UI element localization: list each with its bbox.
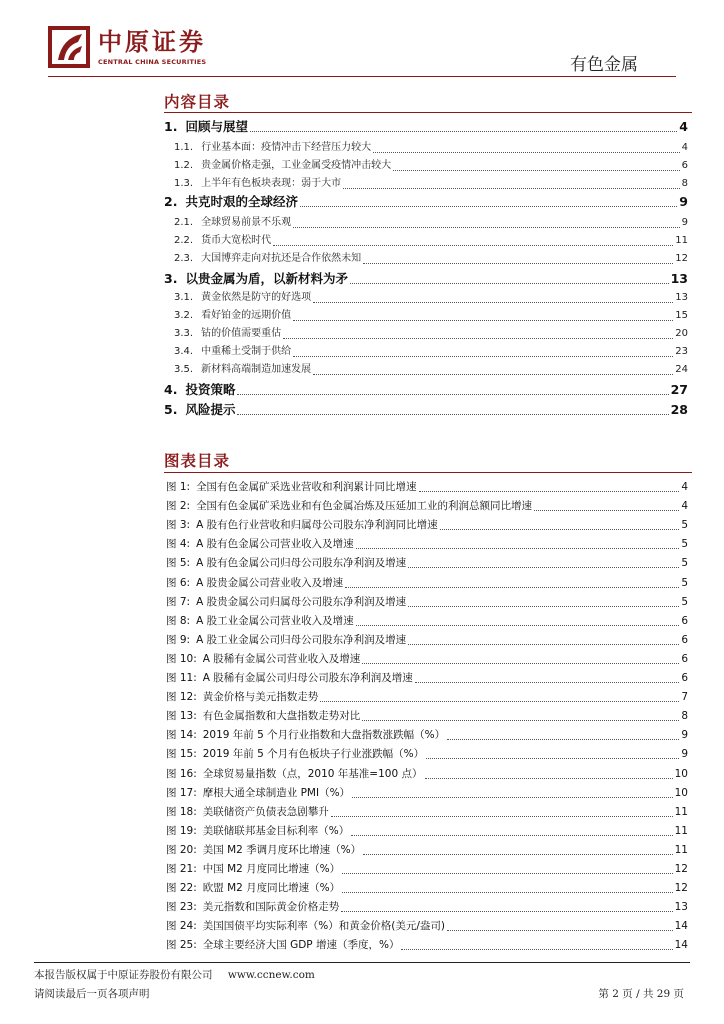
figure-entry-page: 10 bbox=[674, 767, 688, 780]
figure-list-entry[interactable] bbox=[166, 554, 688, 572]
figure-leader-dots bbox=[426, 758, 679, 759]
figure-entry-title: 黄金价格与美元指数走势 bbox=[202, 691, 319, 704]
figure-list-entry[interactable] bbox=[166, 879, 688, 897]
figure-leader-dots bbox=[440, 529, 680, 530]
figure-list-entry[interactable] bbox=[166, 917, 688, 935]
toc-entry-title: 行业基本面：疫情冲击下经营压力较大 bbox=[201, 142, 372, 153]
figure-entry-page: 5 bbox=[681, 595, 688, 608]
toc-entry-number: 3.3. bbox=[174, 328, 194, 339]
figure-leader-dots bbox=[362, 720, 679, 721]
figure-list-entry[interactable] bbox=[166, 650, 688, 668]
toc-leader-dots bbox=[273, 245, 673, 246]
figure-entry-label: 图 17: bbox=[166, 786, 197, 799]
figure-list-entry[interactable] bbox=[166, 784, 688, 802]
toc-entry-page: 9 bbox=[679, 194, 688, 209]
toc-section-entry[interactable] bbox=[174, 361, 688, 379]
figure-leader-dots bbox=[356, 625, 680, 626]
figure-entry-label: 图 1: bbox=[166, 481, 191, 493]
figure-entry-page: 11 bbox=[674, 824, 688, 837]
figure-list-entry[interactable] bbox=[166, 612, 688, 630]
toc-section-entry[interactable] bbox=[174, 250, 688, 268]
logo-mark-icon bbox=[48, 24, 92, 68]
toc-entry-number: 3.2. bbox=[174, 310, 194, 321]
toc-heading-rule bbox=[164, 112, 692, 113]
toc-entry-number: 3. bbox=[164, 271, 178, 286]
toc-entry-number: 1.3. bbox=[174, 178, 194, 189]
figure-entry-title: A 股有色金属公司营业收入及增速 bbox=[196, 538, 354, 551]
toc-entry-title: 钴的价值需要重估 bbox=[201, 328, 282, 339]
toc-section-entry[interactable] bbox=[174, 325, 688, 343]
toc-leader-dots bbox=[363, 263, 673, 264]
figure-entry-title: A 股稀有金属公司归母公司股东净利润及增速 bbox=[202, 672, 413, 684]
figure-leader-dots bbox=[342, 873, 672, 874]
figure-entry-page: 5 bbox=[681, 538, 688, 551]
figure-entry-page: 13 bbox=[674, 901, 688, 914]
figure-entry-title: A 股有色金属公司归母公司股东净利润及增速 bbox=[196, 557, 407, 570]
toc-leader-dots bbox=[313, 302, 673, 303]
figure-entry-label: 图 18: bbox=[166, 805, 197, 818]
figure-list-entry[interactable] bbox=[166, 860, 688, 878]
figure-entry-page: 6 bbox=[681, 633, 688, 646]
toc-leader-dots bbox=[350, 283, 669, 284]
toc-section-entry[interactable] bbox=[174, 157, 688, 175]
figure-list-entry[interactable] bbox=[166, 745, 688, 763]
toc-leader-dots bbox=[373, 152, 680, 153]
figure-entry-title: 有色金属指数和大盘指数走势对比 bbox=[202, 710, 361, 723]
figure-entry-title: 美元指数和国际黄金价格走势 bbox=[202, 901, 340, 914]
figure-list-entry[interactable] bbox=[166, 707, 688, 725]
figure-entry-page: 5 bbox=[681, 519, 688, 532]
toc-entry-number: 2.1. bbox=[174, 217, 194, 228]
figure-entry-title: A 股工业金属公司营业收入及增速 bbox=[196, 614, 354, 627]
figure-list-entry[interactable] bbox=[166, 803, 688, 821]
figure-leader-dots bbox=[534, 510, 679, 511]
footer-website-link[interactable]: www.ccnew.com bbox=[227, 969, 315, 981]
figure-entry-title: 2019 年前 5 个月行业指数和大盘指数涨跌幅（%） bbox=[202, 729, 446, 742]
figure-entry-label: 图 25: bbox=[166, 939, 197, 952]
figure-entry-title: 美联储资产负债表急剧攀升 bbox=[202, 805, 329, 818]
figure-entry-title: A 股工业金属公司归母公司股东净利润及增速 bbox=[196, 633, 407, 646]
toc-leader-dots bbox=[293, 320, 673, 321]
toc-chapter-entry[interactable] bbox=[164, 118, 688, 136]
figure-list-entry[interactable] bbox=[166, 535, 688, 553]
toc-entry-title: 中重稀土受制于供给 bbox=[201, 346, 292, 357]
toc-section-entry[interactable] bbox=[174, 139, 688, 157]
toc-leader-dots bbox=[300, 206, 677, 207]
figure-entry-label: 图 5: bbox=[166, 557, 191, 570]
toc-section-entry[interactable] bbox=[174, 214, 688, 232]
toc-entry-page: 24 bbox=[675, 364, 688, 375]
figure-entry-title: 中国 M2 月度同比增速（%） bbox=[202, 863, 341, 875]
toc-entry-page: 13 bbox=[675, 292, 688, 303]
toc-entry-page: 15 bbox=[675, 310, 688, 321]
figure-entry-page: 7 bbox=[681, 691, 688, 704]
figure-entry-label: 图 23: bbox=[166, 901, 197, 914]
toc-entry-title: 全球贸易前景不乐观 bbox=[201, 217, 292, 228]
footer-copyright: 本报告版权属于中原证券股份有限公司 bbox=[34, 969, 213, 981]
figure-entry-page: 12 bbox=[674, 882, 688, 895]
toc-section-entry[interactable] bbox=[174, 343, 688, 361]
figure-leader-dots bbox=[408, 644, 679, 645]
figure-entry-label: 图 8: bbox=[166, 614, 191, 627]
figure-entry-page: 4 bbox=[681, 500, 688, 513]
company-logo bbox=[48, 24, 248, 74]
figure-list-entry[interactable] bbox=[166, 669, 688, 687]
toc-entry-page: 9 bbox=[681, 217, 688, 228]
header-divider bbox=[48, 76, 676, 77]
toc-entry-title: 货币大宽松时代 bbox=[201, 235, 272, 246]
figure-entry-page: 10 bbox=[674, 786, 688, 799]
figure-leader-dots bbox=[425, 778, 673, 779]
toc-entry-page: 4 bbox=[679, 119, 688, 134]
figure-entry-label: 图 22: bbox=[166, 882, 197, 895]
figure-list-entry[interactable] bbox=[166, 765, 688, 783]
toc-heading: 内容目录 bbox=[164, 93, 231, 111]
figure-entry-page: 6 bbox=[681, 652, 688, 665]
figure-list-entry[interactable] bbox=[166, 688, 688, 706]
toc-chapter-entry[interactable] bbox=[164, 381, 688, 399]
toc-entry-page: 12 bbox=[675, 253, 688, 264]
figure-entry-title: 全球贸易量指数（点，2010 年基准=100 点） bbox=[202, 767, 423, 780]
figure-entry-label: 图 4: bbox=[166, 538, 191, 551]
toc-leader-dots bbox=[237, 414, 668, 415]
figure-entry-label: 图 7: bbox=[166, 595, 191, 608]
toc-entry-page: 6 bbox=[681, 160, 688, 171]
figure-entry-label: 图 13: bbox=[166, 710, 197, 723]
figure-leader-dots bbox=[341, 911, 672, 912]
figure-entry-title: A 股贵金属公司归属母公司股东净利润及增速 bbox=[196, 595, 407, 608]
figure-entry-title: A 股贵金属公司营业收入及增速 bbox=[196, 576, 344, 589]
toc-entry-page: 11 bbox=[675, 235, 688, 246]
figure-list-entry[interactable] bbox=[166, 593, 688, 611]
toc-entry-number: 1.1. bbox=[174, 142, 194, 153]
toc-section-entry[interactable] bbox=[174, 232, 688, 250]
figure-entry-title: 美国 M2 季调月度环比增速（%） bbox=[202, 843, 362, 856]
figure-entry-label: 图 20: bbox=[166, 843, 197, 856]
toc-leader-dots bbox=[237, 394, 668, 395]
figure-entry-label: 图 3: bbox=[166, 519, 191, 532]
figure-list-entry[interactable] bbox=[166, 478, 688, 496]
figure-entry-page: 6 bbox=[681, 614, 688, 627]
toc-entry-title: 投资策略 bbox=[185, 382, 236, 397]
toc-entry-number: 1. bbox=[164, 119, 178, 134]
toc-entry-title: 以贵金属为盾，以新材料为矛 bbox=[185, 271, 348, 286]
figure-list-entry[interactable] bbox=[166, 516, 688, 534]
figure-leader-dots bbox=[342, 892, 672, 893]
figure-entry-title: A 股有色行业营收和归属母公司股东净利润同比增速 bbox=[196, 519, 438, 532]
figure-entry-title: 美联储联邦基金目标利率（%） bbox=[202, 824, 350, 837]
toc-entry-title: 大国博弈走向对抗还是合作依然未知 bbox=[201, 253, 362, 264]
figure-entry-page: 11 bbox=[674, 805, 688, 818]
figure-leader-dots bbox=[408, 567, 679, 568]
logo-english-name: CENTRAL CHINA SECURITIES bbox=[98, 58, 207, 66]
toc-entry-number: 5. bbox=[164, 402, 178, 417]
footer-divider bbox=[34, 962, 690, 963]
figure-entry-label: 图 2: bbox=[166, 500, 191, 513]
toc-leader-dots bbox=[283, 338, 673, 339]
figure-list-heading: 图表目录 bbox=[164, 452, 231, 470]
figure-entry-page: 11 bbox=[674, 843, 688, 856]
figure-list-entry[interactable] bbox=[166, 497, 688, 515]
figure-entry-title: 全球主要经济大国 GDP 增速（季度，%） bbox=[202, 939, 400, 952]
toc-section-entry[interactable] bbox=[174, 289, 688, 307]
toc-chapter-entry[interactable] bbox=[164, 401, 688, 419]
toc-entry-number: 4. bbox=[164, 382, 178, 397]
toc-entry-number: 3.5. bbox=[174, 364, 194, 375]
document-category: 有色金属 bbox=[570, 55, 638, 75]
figure-leader-dots bbox=[401, 949, 672, 950]
figure-entry-label: 图 9: bbox=[166, 633, 191, 646]
footer-disclaimer: 请阅读最后一页各项声明 bbox=[34, 988, 150, 1000]
figure-entry-page: 14 bbox=[674, 939, 688, 952]
page-number: 第 2 页 / 共 29 页 bbox=[598, 988, 684, 1000]
figure-leader-dots bbox=[351, 835, 672, 836]
figure-entry-title: 全国有色金属矿采选业和有色金属冶炼及压延加工业的利润总额同比增速 bbox=[196, 500, 533, 513]
toc-entry-number: 2.2. bbox=[174, 235, 194, 246]
toc-entry-number: 1.2. bbox=[174, 160, 194, 171]
figure-entry-page: 5 bbox=[681, 557, 688, 570]
toc-entry-title: 新材料高端制造加速发展 bbox=[201, 364, 312, 375]
figure-entry-page: 5 bbox=[681, 576, 688, 589]
figure-list-entry[interactable] bbox=[166, 936, 688, 954]
figure-entry-page: 9 bbox=[681, 729, 688, 742]
figure-list-entry[interactable] bbox=[166, 822, 688, 840]
figure-entry-label: 图 16: bbox=[166, 767, 197, 780]
figure-entry-title: 摩根大通全球制造业 PMI（%） bbox=[202, 786, 351, 799]
figure-entry-label: 图 24: bbox=[166, 920, 197, 933]
figure-leader-dots bbox=[447, 930, 673, 931]
figure-entry-title: 欧盟 M2 月度同比增速（%） bbox=[202, 882, 341, 895]
figure-leader-dots bbox=[331, 816, 673, 817]
figure-leader-dots bbox=[356, 548, 680, 549]
toc-section-entry[interactable] bbox=[174, 175, 688, 193]
figure-entry-label: 图 19: bbox=[166, 824, 197, 837]
figure-leader-dots bbox=[408, 606, 679, 607]
figure-entry-label: 图 21: bbox=[166, 863, 197, 875]
toc-entry-number: 3.1. bbox=[174, 292, 194, 303]
footer-copyright-line bbox=[34, 967, 315, 982]
figure-entry-title: 美国国债平均实际利率（%）和黄金价格(美元/盎司) bbox=[202, 920, 445, 933]
figure-entry-page: 12 bbox=[674, 863, 688, 875]
figure-entry-label: 图 11: bbox=[166, 672, 197, 684]
toc-entry-page: 28 bbox=[670, 402, 688, 417]
figure-leader-dots bbox=[447, 739, 679, 740]
toc-leader-dots bbox=[393, 170, 680, 171]
figure-entry-label: 图 6: bbox=[166, 576, 191, 589]
figure-leader-dots bbox=[363, 854, 672, 855]
figure-leader-dots bbox=[320, 701, 679, 702]
figure-entry-label: 图 15: bbox=[166, 748, 197, 761]
toc-entry-title: 上半年有色板块表现：弱于大市 bbox=[201, 178, 342, 189]
toc-leader-dots bbox=[343, 188, 680, 189]
figure-leader-dots bbox=[352, 797, 673, 798]
logo-chinese-name: 中原证券 bbox=[98, 27, 206, 56]
toc-entry-title: 黄金依然是防守的好选项 bbox=[201, 292, 312, 303]
figure-list-entry[interactable] bbox=[166, 898, 688, 916]
toc-chapter-entry[interactable] bbox=[164, 270, 688, 288]
figure-list-entry[interactable] bbox=[166, 574, 688, 592]
figure-list-entry[interactable] bbox=[166, 726, 688, 744]
toc-entry-title: 看好铂金的远期价值 bbox=[201, 310, 292, 321]
figure-list-heading-rule bbox=[164, 472, 692, 473]
figure-entry-label: 图 14: bbox=[166, 729, 197, 742]
figure-leader-dots bbox=[419, 491, 680, 492]
toc-entry-page: 20 bbox=[675, 328, 688, 339]
toc-entry-title: 共克时艰的全球经济 bbox=[185, 194, 298, 209]
figure-entry-label: 图 10: bbox=[166, 652, 197, 665]
toc-entry-number: 2.3. bbox=[174, 253, 194, 264]
toc-entry-page: 23 bbox=[675, 346, 688, 357]
toc-entry-number: 3.4. bbox=[174, 346, 194, 357]
figure-entry-page: 4 bbox=[681, 481, 688, 493]
toc-entry-title: 风险提示 bbox=[185, 402, 236, 417]
figure-entry-page: 8 bbox=[681, 710, 688, 723]
figure-leader-dots bbox=[362, 663, 679, 664]
figure-entry-title: 2019 年前 5 个月有色板块子行业涨跌幅（%） bbox=[202, 748, 425, 761]
toc-entry-title: 贵金属价格走强，工业金属受疫情冲击较大 bbox=[201, 160, 392, 171]
figure-list-entry[interactable] bbox=[166, 841, 688, 859]
figure-entry-page: 14 bbox=[674, 920, 688, 933]
toc-entry-page: 27 bbox=[670, 382, 688, 397]
toc-entry-number: 2. bbox=[164, 194, 178, 209]
figure-entry-page: 6 bbox=[681, 672, 688, 684]
toc-section-entry[interactable] bbox=[174, 307, 688, 325]
toc-leader-dots bbox=[293, 356, 673, 357]
figure-list-entry[interactable] bbox=[166, 631, 688, 649]
toc-entry-page: 13 bbox=[670, 271, 688, 286]
figure-leader-dots bbox=[415, 682, 680, 683]
figure-leader-dots bbox=[345, 587, 679, 588]
toc-entry-title: 回顾与展望 bbox=[185, 119, 248, 134]
figure-entry-page: 9 bbox=[681, 748, 688, 761]
toc-leader-dots bbox=[313, 374, 673, 375]
figure-entry-title: A 股稀有金属公司营业收入及增速 bbox=[202, 652, 361, 665]
figure-entry-title: 全国有色金属矿采选业营收和利润累计同比增速 bbox=[196, 481, 417, 493]
toc-entry-page: 8 bbox=[681, 178, 688, 189]
toc-entry-page: 4 bbox=[681, 142, 688, 153]
toc-leader-dots bbox=[250, 131, 677, 132]
figure-entry-label: 图 12: bbox=[166, 691, 197, 704]
toc-chapter-entry[interactable] bbox=[164, 193, 688, 211]
toc-leader-dots bbox=[293, 227, 680, 228]
